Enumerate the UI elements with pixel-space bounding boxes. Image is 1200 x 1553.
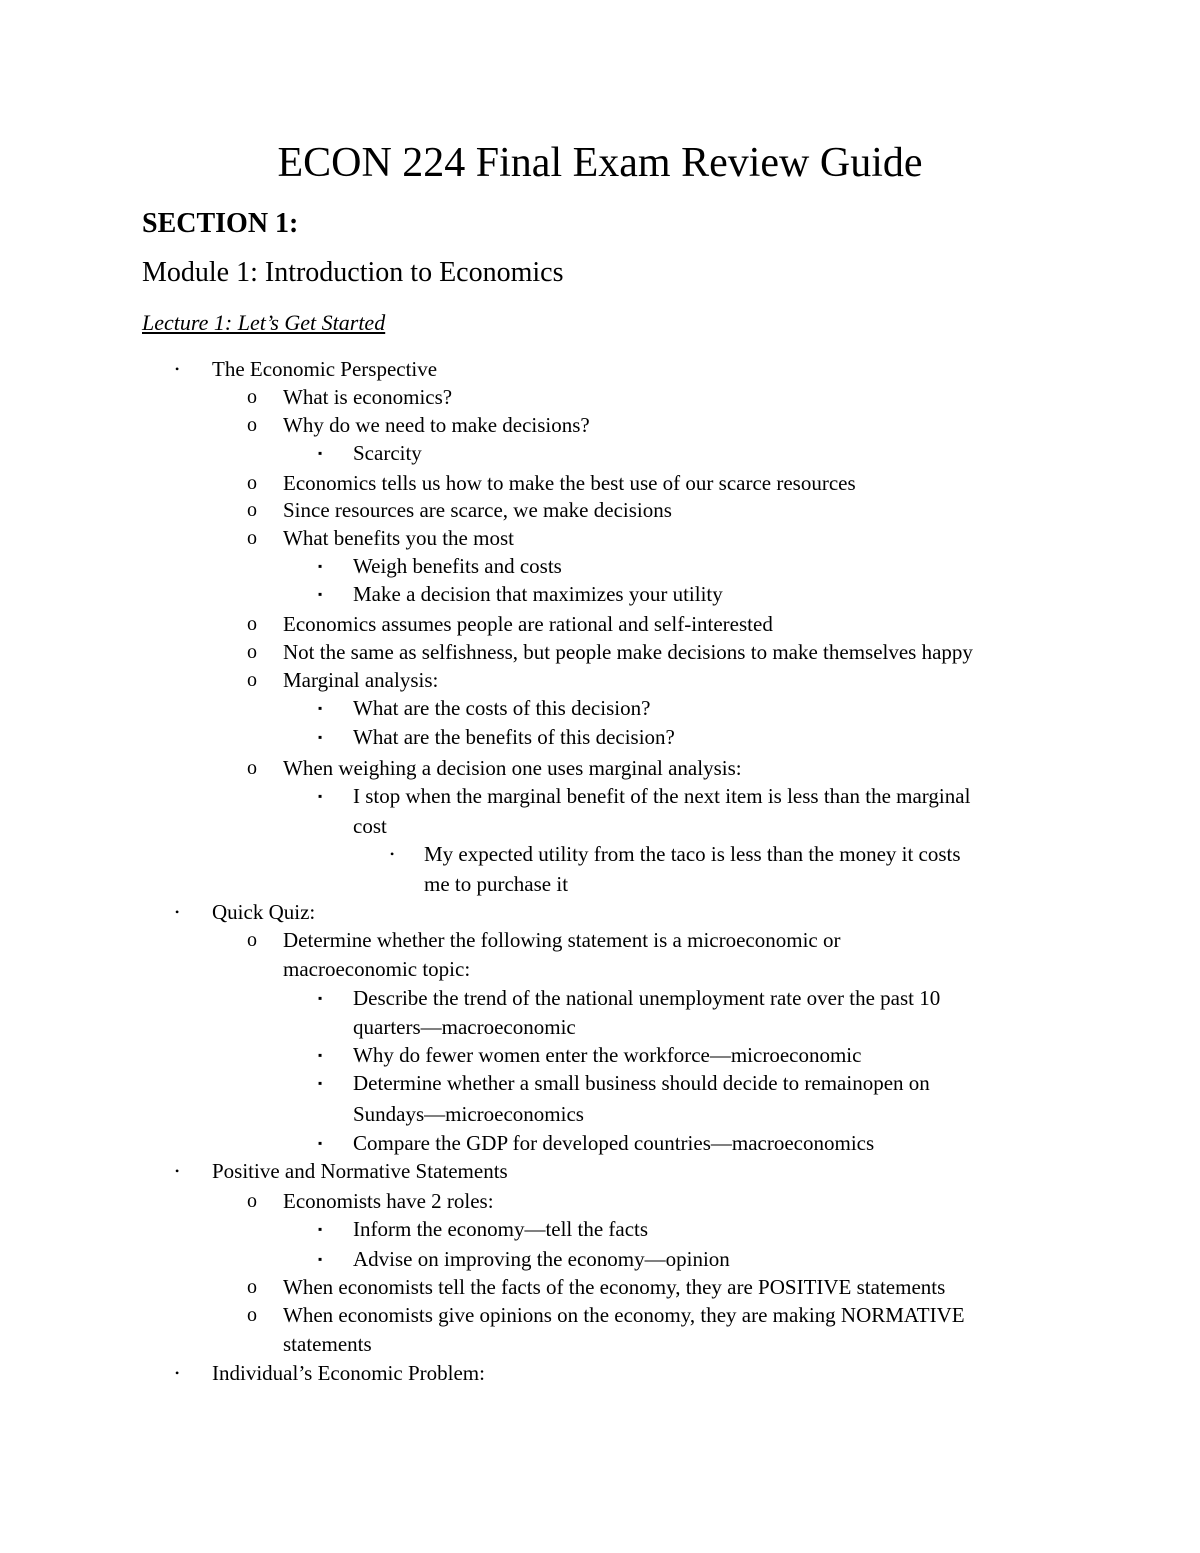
document-title: ECON 224 Final Exam Review Guide: [277, 140, 923, 186]
square-marker: ▪: [318, 789, 323, 803]
list-item-text: macroeconomic topic:: [283, 957, 471, 981]
list-item-text: cost: [353, 814, 387, 838]
list-item-text: I stop when the marginal benefit of the next item is less than the marginal: [353, 784, 971, 808]
list-item-text: What are the benefits of this decision?: [353, 725, 675, 749]
bullet-marker: •: [175, 905, 180, 919]
circle-marker: o: [247, 414, 257, 436]
square-marker: ▪: [318, 1136, 323, 1150]
list-item-text: Quick Quiz:: [212, 900, 316, 924]
square-marker: ▪: [318, 1048, 323, 1062]
list-item-text: Advise on improving the economy—opinion: [353, 1247, 730, 1271]
circle-marker: o: [247, 669, 257, 691]
square-marker: ▪: [318, 1076, 323, 1090]
circle-marker: o: [247, 386, 257, 408]
circle-marker: o: [247, 641, 257, 663]
circle-marker: o: [247, 527, 257, 549]
bullet-marker: •: [175, 1164, 180, 1178]
circle-marker: o: [247, 1304, 257, 1326]
square-marker: ▪: [318, 1222, 323, 1236]
list-item-text: Positive and Normative Statements: [212, 1159, 508, 1183]
list-item-text: Economics assumes people are rational and self-interested: [283, 612, 773, 636]
list-item-text: Determine whether a small business should decide to remainopen on: [353, 1071, 930, 1095]
list-item-text: What are the costs of this decision?: [353, 696, 651, 720]
list-item-text: My expected utility from the taco is less than the money it costs: [424, 842, 961, 866]
list-item-text: Why do fewer women enter the workforce—microeconomic: [353, 1043, 862, 1067]
list-item-text: Sundays—microeconomics: [353, 1102, 584, 1126]
list-item-text: statements: [283, 1332, 372, 1356]
list-item-text: What benefits you the most: [283, 526, 514, 550]
list-item-text: Individual’s Economic Problem:: [212, 1361, 485, 1385]
list-item-text: Weigh benefits and costs: [353, 554, 562, 578]
circle-marker: o: [247, 472, 257, 494]
list-item-text: Marginal analysis:: [283, 668, 439, 692]
list-item-text: When weighing a decision one uses marginal analysis:: [283, 756, 742, 780]
circle-marker: o: [247, 499, 257, 521]
circle-marker: o: [247, 613, 257, 635]
list-item-text: Not the same as selfishness, but people make decisions to make themselves happy: [283, 640, 973, 664]
square-marker: ▪: [318, 701, 323, 715]
circle-marker: o: [247, 1276, 257, 1298]
bullet-marker: •: [175, 1366, 180, 1380]
list-item-text: What is economics?: [283, 385, 453, 409]
list-item-text: Describe the trend of the national unemployment rate over the past 10: [353, 986, 941, 1010]
list-item-text: Economics tells us how to make the best use of our scarce resources: [283, 471, 856, 495]
bullet-marker: •: [175, 362, 180, 376]
list-item-text: The Economic Perspective: [212, 357, 438, 381]
list-item-text: Why do we need to make decisions?: [283, 413, 590, 437]
square-marker: ▪: [318, 587, 323, 601]
list-item-text: quarters—macroeconomic: [353, 1015, 576, 1039]
square-marker: ▪: [318, 446, 323, 460]
list-item-text: Compare the GDP for developed countries—macroeconomics: [353, 1131, 875, 1155]
section-heading: SECTION 1:: [142, 208, 299, 239]
square-marker: ▪: [318, 991, 323, 1005]
lecture-heading: Lecture 1: Let’s Get Started: [142, 310, 386, 335]
list-item-text: me to purchase it: [424, 872, 569, 896]
list-item-text: Make a decision that maximizes your utility: [353, 582, 723, 606]
square-marker: ▪: [318, 559, 323, 573]
circle-marker: o: [247, 1190, 257, 1212]
circle-marker: o: [247, 929, 257, 951]
list-item-text: Economists have 2 roles:: [283, 1189, 494, 1213]
list-item-text: When economists give opinions on the economy, they are making NORMATIVE: [283, 1303, 965, 1327]
circle-marker: o: [247, 757, 257, 779]
list-item-text: Inform the economy—tell the facts: [353, 1217, 649, 1241]
list-item-text: Since resources are scarce, we make decisions: [283, 498, 672, 522]
list-item-text: Scarcity: [353, 441, 422, 465]
square-marker: ▪: [318, 730, 323, 744]
list-item-text: When economists tell the facts of the economy, they are POSITIVE statements: [283, 1275, 946, 1299]
module-heading: Module 1: Introduction to Economics: [142, 257, 564, 288]
square-marker: ▪: [318, 1252, 323, 1266]
bullet-marker: •: [390, 847, 395, 861]
list-item-text: Determine whether the following statement is a microeconomic or: [283, 928, 841, 952]
